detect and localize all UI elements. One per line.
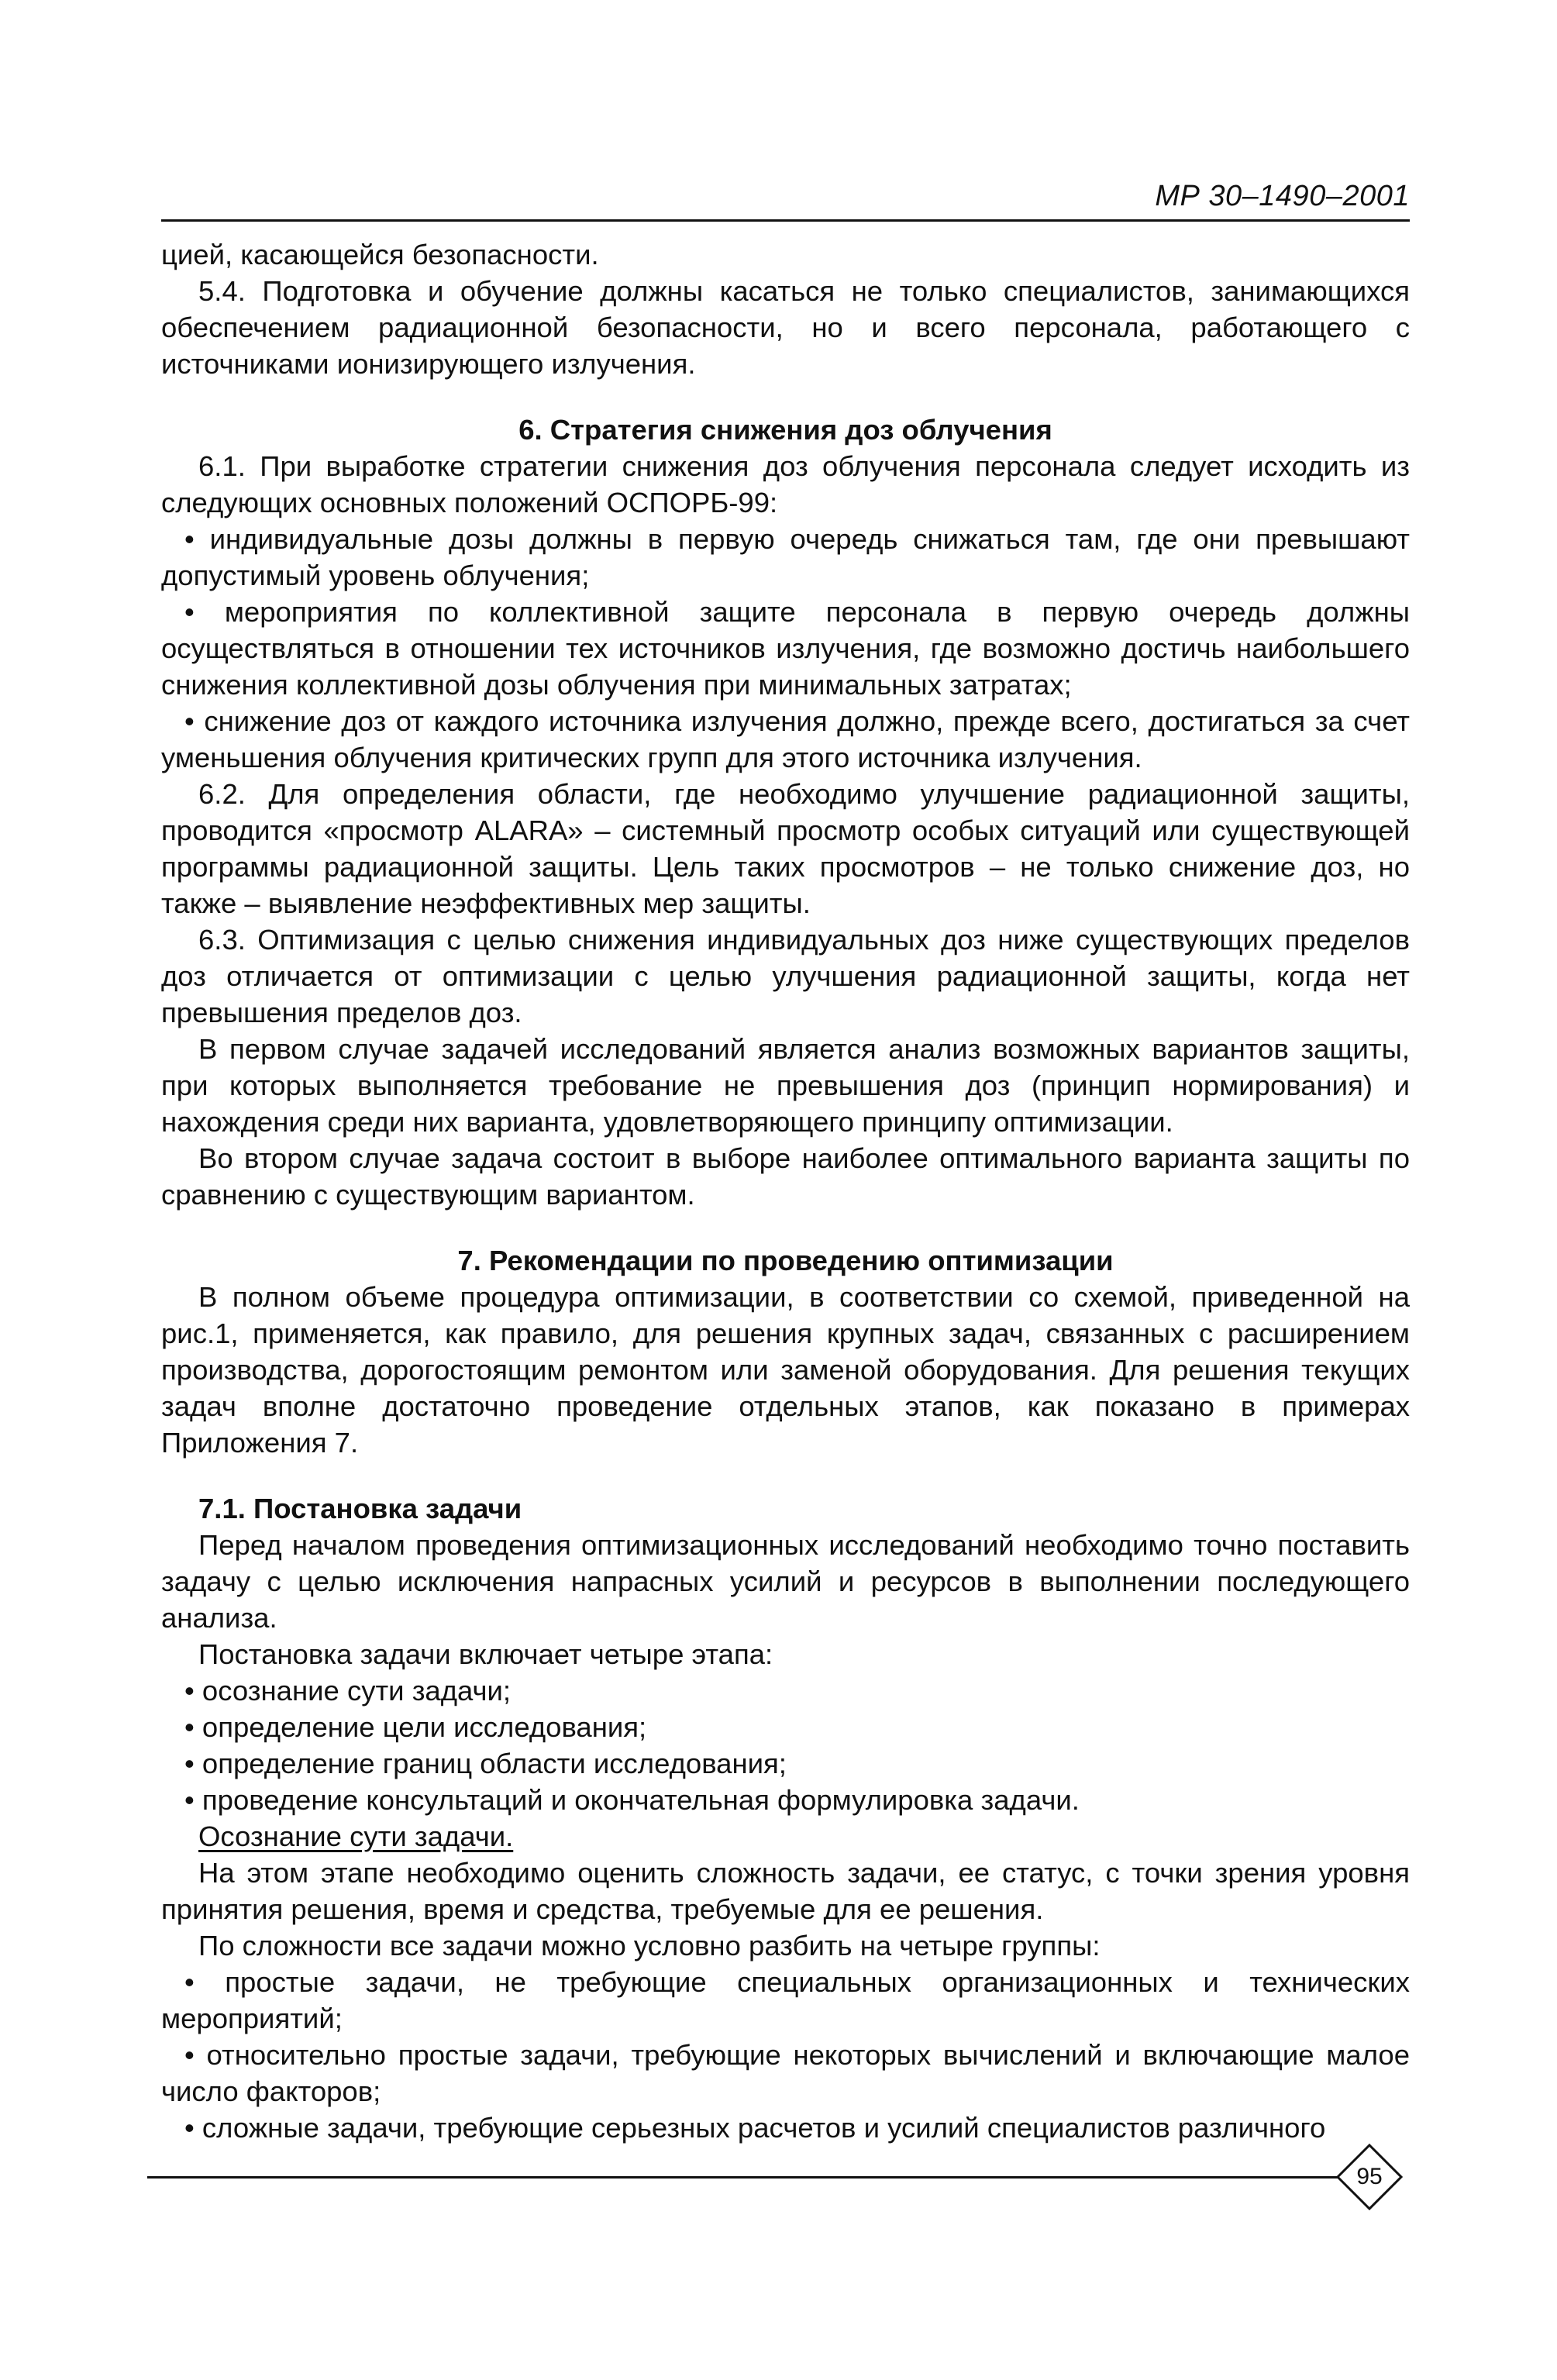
- footer-rule: [147, 2176, 1341, 2179]
- paragraph: цией, касающейся безопасности.: [161, 239, 599, 270]
- document-code: МР 30–1490–2001: [1155, 180, 1410, 212]
- paragraph: 5.4. Подготовка и обучение должны касаться не только специалистов, занимающихся обеспечением радиационной безопасности, но и всего персонала, работающего с источниками ионизирующего излучения.: [161, 275, 1410, 380]
- underlined-subheading: [161, 1818, 1410, 1855]
- paragraph: Постановка задачи включает четыре этапа:: [198, 1638, 773, 1670]
- section-heading-6: 6. Стратегия снижения доз облучения: [518, 414, 1052, 446]
- section-heading-7: 7. Рекомендации по проведению оптимизации: [457, 1245, 1114, 1276]
- page-number: 95: [1356, 2164, 1383, 2189]
- paragraph: 6.1. При выработке стратегии снижения доз облучения персонала следует исходить из следующих основных положений ОСПОРБ-99:: [161, 450, 1410, 518]
- bullet-item: • индивидуальные дозы должны в первую очередь снижаться там, где они превышают допустимый уровень облучения;: [161, 521, 1410, 594]
- bullet-item: • проведение консультаций и окончательная формулировка задачи.: [161, 1782, 1410, 1818]
- bullet-item: • снижение доз от каждого источника излучения должно, прежде всего, достигаться за счет уменьшения облучения критических групп для этого источника излучения.: [161, 703, 1410, 776]
- subsection-heading-7-1: 7.1. Постановка задачи: [198, 1493, 522, 1524]
- paragraph: На этом этапе необходимо оценить сложность задачи, ее статус, с точки зрения уровня принятия решения, время и средства, требуемые для ее решения.: [161, 1857, 1410, 1925]
- bullet-item: • осознание сути задачи;: [161, 1672, 1410, 1709]
- paragraph: В первом случае задачей исследований является анализ возможных вариантов защиты, при которых выполняется требование не превышения доз (принцип нормирования) и нахождения среди них варианта, удовлетворяющего принципу оптимизации.: [161, 1033, 1410, 1138]
- paragraph: В полном объеме процедура оптимизации, в соответствии со схемой, приведенной на рис.1, применяется, как правило, для решения крупных задач, связанных с расширением производства, дорогостоящим ремонтом или заменой оборудования. Для решения текущих задач вполне достаточно проведение отдельных этапов, как показано в примерах Приложения 7.: [161, 1281, 1410, 1459]
- bullet-item: • определение цели исследования;: [161, 1709, 1410, 1745]
- bullet-item: • определение границ области исследования;: [161, 1745, 1410, 1782]
- bullet-item: • относительно простые задачи, требующие некоторых вычислений и включающие малое число факторов;: [161, 2037, 1410, 2110]
- bullet-item: • простые задачи, не требующие специальных организационных и технических мероприятий;: [161, 1964, 1410, 2037]
- paragraph: Во втором случае задача состоит в выборе наиболее оптимального варианта защиты по сравнению с существующим вариантом.: [161, 1142, 1410, 1211]
- paragraph: 6.3. Оптимизация с целью снижения индивидуальных доз ниже существующих пределов доз отличается от оптимизации с целью улучшения радиационной защиты, когда нет превышения пределов доз.: [161, 924, 1410, 1028]
- underlined-subheading-text: Осознание сути задачи.: [198, 1820, 514, 1852]
- bullet-item: • сложные задачи, требующие серьезных расчетов и усилий специалистов различного: [161, 2110, 1410, 2146]
- paragraph: 6.2. Для определения области, где необходимо улучшение радиационной защиты, проводится «просмотр ALARA» – системный просмотр особых ситуаций или существующей программы радиационной защиты. Цель таких просмотров – не только снижение доз, но также – выявление неэффективных мер защиты.: [161, 778, 1410, 919]
- page-body: [161, 236, 1410, 2146]
- paragraph: Перед началом проведения оптимизационных исследований необходимо точно поставить задачу с целью исключения напрасных усилий и ресурсов в выполнении последующего анализа.: [161, 1529, 1410, 1634]
- page-number-badge: [1335, 2142, 1404, 2212]
- bullet-item: • мероприятия по коллективной защите персонала в первую очередь должны осуществляться в отношении тех источников излучения, где возможно достичь наибольшего снижения коллективной дозы облучения при минимальных затратах;: [161, 594, 1410, 703]
- paragraph: По сложности все задачи можно условно разбить на четыре группы:: [198, 1930, 1101, 1962]
- header-rule: [161, 219, 1410, 222]
